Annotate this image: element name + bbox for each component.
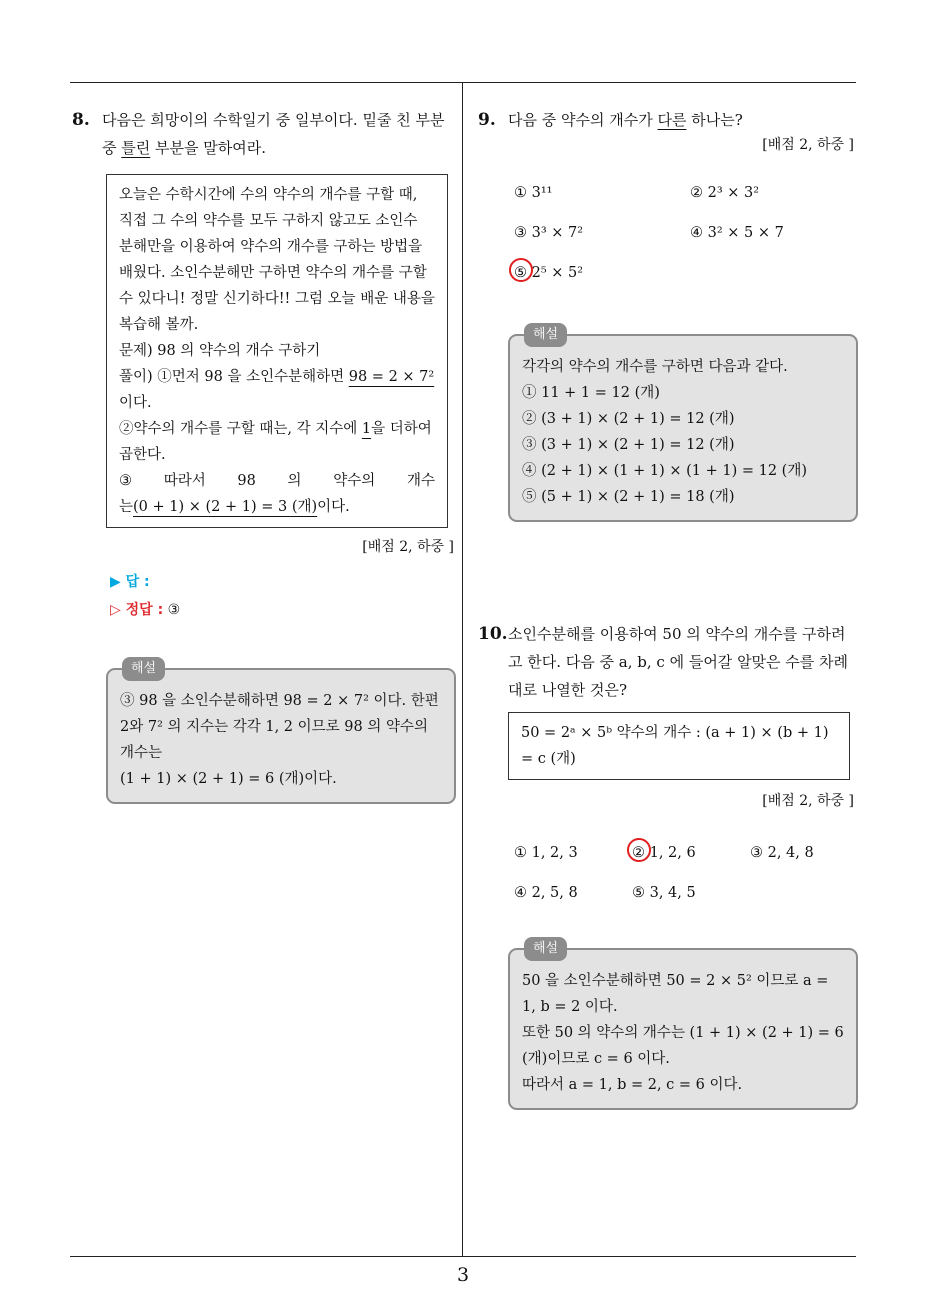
solution-line: 따라서 a = 1, b = 2, c = 6 이다. — [522, 1077, 743, 1093]
question-text: 다음 중 약수의 개수가 다른 하나는? — [508, 111, 743, 129]
top-rule — [70, 82, 856, 83]
score-label: [배점 2, 하중 ] — [762, 793, 854, 809]
diary-paragraph: 오늘은 수학시간에 수의 약수의 개수를 구할 때, 직접 그 수의 약수를 모두 구하지 않고도 소인수 분해만을 이용하여 약수의 개수를 구하는 방법을 배웠다. 소인수분해만 구하면 약수의 개수를 구할 수 있다니! 정말 신기하다!! 그럼 오늘 배운 내용을 복습해 볼까. — [119, 187, 435, 333]
selected-circle-mark — [627, 838, 651, 862]
correct-answer-row — [110, 596, 456, 624]
solution-line: 50 을 소인수분해하면 50 = 2 × 5² 이므로 a = 1, b = 2 이다. — [522, 973, 829, 1015]
question-number: 9. — [478, 110, 496, 130]
left-column — [72, 106, 456, 804]
solution-line: 또한 50 의 약수의 개수는 (1 + 1) × (2 + 1) = 6 (개)이므로 c = 6 이다. — [522, 1025, 844, 1067]
question-9 — [478, 106, 858, 134]
answer-label: ▶ 답 : — [110, 574, 150, 590]
solution-line: 각각의 약수의 개수를 구하면 다음과 같다. — [522, 359, 788, 375]
question-number: 10. — [478, 624, 508, 644]
choice-5[interactable]: ⑤ 2⁵ × 5² — [514, 262, 583, 284]
diary-problem: 문제) 98 의 약수의 개수 구하기 — [119, 343, 321, 359]
choice-1[interactable]: ① 1, 2, 3 — [514, 845, 578, 861]
bottom-rule — [70, 1256, 856, 1257]
solution-line: ⑤ (5 + 1) × (2 + 1) = 18 (개) — [522, 489, 735, 505]
selected-circle-mark — [509, 258, 533, 282]
solution-line: ① 11 + 1 = 12 (개) — [522, 385, 660, 401]
solution-box — [508, 327, 858, 522]
choice-2[interactable]: ② 2³ × 3² — [690, 185, 760, 201]
diary-step-3-cont: 는(0 + 1) × (2 + 1) = 3 (개)이다. — [119, 499, 350, 515]
solution-tag: 해설 — [524, 323, 567, 347]
choice-5[interactable]: ⑤ 3, 4, 5 — [632, 885, 696, 901]
question-text: 소인수분해를 이용하여 50 의 약수의 개수를 구하려고 한다. 다음 중 a, b, c 에 들어갈 알맞은 수를 차례대로 나열한 것은? — [508, 625, 849, 699]
solution-line: (1 + 1) × (2 + 1) = 6 (개)이다. — [120, 771, 337, 787]
correct-answer-value: ③ — [167, 602, 181, 618]
choice-2[interactable]: ② 1, 2, 6 — [632, 842, 750, 864]
solution-box — [508, 941, 858, 1110]
diary-step-3: ③ 따라서 98 의 약수의 개수 — [119, 473, 435, 489]
choice-list — [514, 182, 858, 284]
score-label: [배점 2, 하중 ] — [362, 539, 454, 555]
question-text: 다음은 희망이의 수학일기 중 일부이다. 밑줄 친 부분 중 틀린 부분을 말하여라. — [102, 111, 445, 157]
solution-box — [106, 661, 456, 804]
page-number: 3 — [456, 1264, 470, 1286]
choice-list — [514, 842, 858, 904]
choice-1[interactable]: ① 3¹¹ — [514, 185, 553, 201]
choice-3[interactable]: ③ 3³ × 7² — [514, 225, 584, 241]
solution-line: ② (3 + 1) × (2 + 1) = 12 (개) — [522, 411, 735, 427]
solution-tag: 해설 — [524, 937, 567, 961]
answer-row — [110, 568, 456, 596]
diary-step-2: ②약수의 개수를 구할 때는, 각 지수에 1을 더하여 곱한다. — [119, 421, 432, 463]
solution-line: ③ (3 + 1) × (2 + 1) = 12 (개) — [522, 437, 735, 453]
question-8 — [72, 106, 456, 162]
diary-step-1: 풀이) ①먼저 98 을 소인수분해하면 98 = 2 × 7² 이다. — [119, 369, 435, 411]
solution-tag: 해설 — [122, 657, 165, 681]
score-label: [배점 2, 하중 ] — [762, 137, 854, 153]
column-divider — [462, 82, 463, 1256]
condition-box: 50 = 2ᵃ × 5ᵇ 약수의 개수 : (a + 1) × (b + 1) = c (개) — [508, 712, 850, 780]
choice-4[interactable]: ④ 3² × 5 × 7 — [690, 225, 784, 241]
solution-line: ③ 98 을 소인수분해하면 98 = 2 × 7² 이다. 한편 2와 7² 의 지수는 각각 1, 2 이므로 98 의 약수의 개수는 — [120, 693, 439, 761]
solution-line: ④ (2 + 1) × (1 + 1) × (1 + 1) = 12 (개) — [522, 463, 807, 479]
math-diary-box — [106, 174, 448, 528]
choice-3[interactable]: ③ 2, 4, 8 — [750, 845, 814, 861]
question-10 — [478, 620, 858, 704]
right-column — [478, 106, 858, 1110]
correct-answer-label: ▷ 정답 : — [110, 602, 164, 618]
question-number: 8. — [72, 110, 90, 130]
choice-4[interactable]: ④ 2, 5, 8 — [514, 885, 578, 901]
